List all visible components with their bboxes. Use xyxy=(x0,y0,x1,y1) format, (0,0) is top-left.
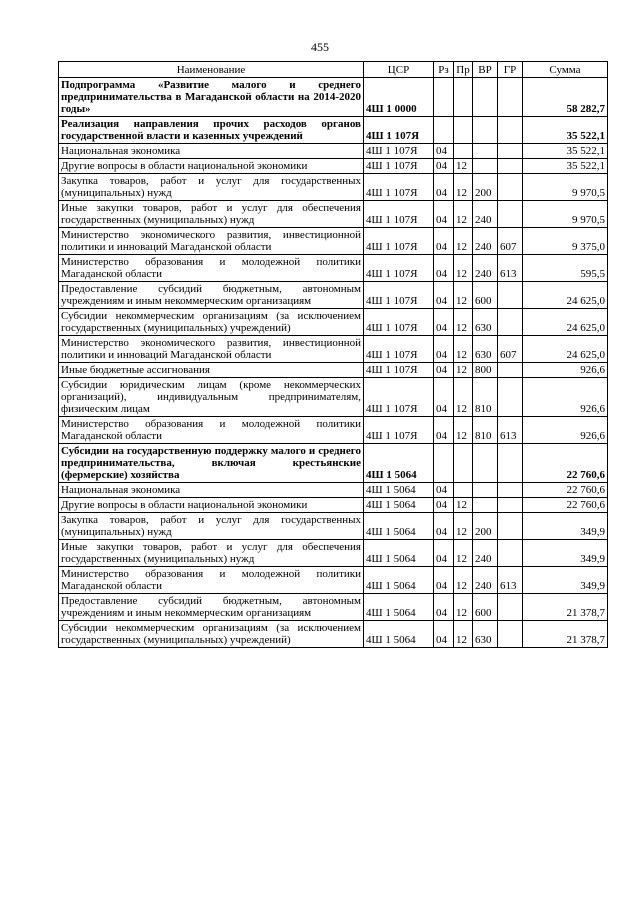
cell-gr xyxy=(498,483,523,498)
table-row xyxy=(59,513,608,540)
cell-rz: 04 xyxy=(434,336,454,363)
cell-rz: 04 xyxy=(434,567,454,594)
cell-gr: 613 xyxy=(498,255,523,282)
cell-sum: 926,6 xyxy=(523,378,608,417)
cell-name: Субсидии на государственную поддержку малого и среднего предпринимательства, включая крестьянские (фермерские) хозяйства xyxy=(59,444,364,483)
cell-rz: 04 xyxy=(434,201,454,228)
table-row xyxy=(59,498,608,513)
cell-rz xyxy=(434,444,454,483)
table-row xyxy=(59,417,608,444)
cell-name: Национальная экономика xyxy=(59,144,364,159)
cell-sum: 9 970,5 xyxy=(523,174,608,201)
cell-csr: 4Ш 1 0000 xyxy=(364,78,434,117)
cell-sum: 9 375,0 xyxy=(523,228,608,255)
cell-sum: 349,9 xyxy=(523,513,608,540)
cell-csr: 4Ш 1 107Я xyxy=(364,117,434,144)
cell-rz: 04 xyxy=(434,144,454,159)
cell-gr xyxy=(498,363,523,378)
table-header xyxy=(59,62,608,78)
table-row xyxy=(59,282,608,309)
cell-vr: 600 xyxy=(473,282,498,309)
cell-sum: 926,6 xyxy=(523,417,608,444)
header-vr: ВР xyxy=(473,62,498,78)
cell-vr: 630 xyxy=(473,336,498,363)
cell-rz: 04 xyxy=(434,540,454,567)
cell-vr: 200 xyxy=(473,174,498,201)
cell-rz: 04 xyxy=(434,378,454,417)
table-row xyxy=(59,228,608,255)
cell-csr: 4Ш 1 5064 xyxy=(364,498,434,513)
cell-pr: 12 xyxy=(454,498,473,513)
cell-sum: 21 378,7 xyxy=(523,621,608,648)
cell-vr: 600 xyxy=(473,594,498,621)
cell-pr: 12 xyxy=(454,159,473,174)
cell-rz: 04 xyxy=(434,174,454,201)
cell-pr: 12 xyxy=(454,228,473,255)
cell-sum: 24 625,0 xyxy=(523,309,608,336)
cell-pr: 12 xyxy=(454,255,473,282)
cell-name: Субсидии юридическим лицам (кроме некоммерческих организаций), индивидуальным предпринимателям, физическим лицам xyxy=(59,378,364,417)
cell-sum: 21 378,7 xyxy=(523,594,608,621)
cell-pr: 12 xyxy=(454,417,473,444)
cell-name: Реализация направления прочих расходов органов государственной власти и казенных учреждений xyxy=(59,117,364,144)
cell-vr xyxy=(473,117,498,144)
cell-vr: 630 xyxy=(473,309,498,336)
cell-csr: 4Ш 1 107Я xyxy=(364,363,434,378)
cell-gr: 607 xyxy=(498,336,523,363)
cell-pr: 12 xyxy=(454,378,473,417)
cell-gr xyxy=(498,282,523,309)
cell-gr xyxy=(498,444,523,483)
cell-vr xyxy=(473,144,498,159)
cell-gr xyxy=(498,621,523,648)
cell-csr: 4Ш 1 107Я xyxy=(364,378,434,417)
cell-rz: 04 xyxy=(434,282,454,309)
table-row xyxy=(59,159,608,174)
cell-gr xyxy=(498,513,523,540)
cell-name: Иные закупки товаров, работ и услуг для обеспечения государственных (муниципальных) нужд xyxy=(59,540,364,567)
cell-rz: 04 xyxy=(434,513,454,540)
table-row xyxy=(59,255,608,282)
cell-pr: 12 xyxy=(454,363,473,378)
cell-pr xyxy=(454,144,473,159)
cell-csr: 4Ш 1 107Я xyxy=(364,228,434,255)
table-row xyxy=(59,336,608,363)
table-row xyxy=(59,363,608,378)
cell-sum: 24 625,0 xyxy=(523,282,608,309)
header-rz: Рз xyxy=(434,62,454,78)
cell-csr: 4Ш 1 107Я xyxy=(364,282,434,309)
cell-rz xyxy=(434,78,454,117)
table-row xyxy=(59,201,608,228)
cell-vr xyxy=(473,483,498,498)
cell-pr: 12 xyxy=(454,174,473,201)
cell-pr: 12 xyxy=(454,282,473,309)
cell-sum: 9 970,5 xyxy=(523,201,608,228)
cell-sum: 349,9 xyxy=(523,540,608,567)
cell-gr xyxy=(498,159,523,174)
table-body xyxy=(59,78,608,648)
cell-name: Субсидии некоммерческим организациям (за исключением государственных (муниципальных) учреждений) xyxy=(59,309,364,336)
table-row xyxy=(59,309,608,336)
cell-sum: 22 760,6 xyxy=(523,498,608,513)
table-row xyxy=(59,378,608,417)
cell-pr: 12 xyxy=(454,540,473,567)
cell-pr xyxy=(454,117,473,144)
cell-vr: 240 xyxy=(473,255,498,282)
page-number: 455 xyxy=(311,40,329,54)
cell-pr xyxy=(454,78,473,117)
table-row xyxy=(59,567,608,594)
cell-gr xyxy=(498,117,523,144)
cell-sum: 22 760,6 xyxy=(523,444,608,483)
cell-rz: 04 xyxy=(434,228,454,255)
cell-csr: 4Ш 1 107Я xyxy=(364,255,434,282)
cell-vr xyxy=(473,498,498,513)
cell-name: Другие вопросы в области национальной экономики xyxy=(59,159,364,174)
cell-sum: 35 522,1 xyxy=(523,159,608,174)
cell-rz: 04 xyxy=(434,594,454,621)
cell-gr xyxy=(498,144,523,159)
cell-gr xyxy=(498,78,523,117)
cell-name: Министерство образования и молодежной политики Магаданской области xyxy=(59,255,364,282)
cell-csr: 4Ш 1 5064 xyxy=(364,483,434,498)
cell-gr: 613 xyxy=(498,567,523,594)
cell-name: Министерство образования и молодежной политики Магаданской области xyxy=(59,417,364,444)
cell-pr: 12 xyxy=(454,513,473,540)
cell-vr: 800 xyxy=(473,363,498,378)
cell-name: Подпрограмма «Развитие малого и среднего предпринимательства в Магаданской области на 2014-2020 годы» xyxy=(59,78,364,117)
cell-csr: 4Ш 1 5064 xyxy=(364,621,434,648)
table-row xyxy=(59,540,608,567)
cell-gr xyxy=(498,540,523,567)
table-row xyxy=(59,144,608,159)
cell-pr xyxy=(454,483,473,498)
cell-rz: 04 xyxy=(434,498,454,513)
cell-name: Министерство экономического развития, инвестиционной политики и инноваций Магаданской области xyxy=(59,228,364,255)
cell-gr xyxy=(498,201,523,228)
cell-rz: 04 xyxy=(434,363,454,378)
budget-table xyxy=(58,61,608,648)
cell-vr: 200 xyxy=(473,513,498,540)
header-pr: Пр xyxy=(454,62,473,78)
cell-csr: 4Ш 1 107Я xyxy=(364,417,434,444)
cell-pr: 12 xyxy=(454,567,473,594)
cell-vr: 240 xyxy=(473,201,498,228)
cell-vr: 240 xyxy=(473,567,498,594)
cell-csr: 4Ш 1 5064 xyxy=(364,567,434,594)
cell-sum: 35 522,1 xyxy=(523,117,608,144)
cell-rz: 04 xyxy=(434,255,454,282)
table-row xyxy=(59,78,608,117)
cell-pr: 12 xyxy=(454,309,473,336)
cell-vr: 810 xyxy=(473,417,498,444)
cell-rz: 04 xyxy=(434,417,454,444)
cell-name: Министерство образования и молодежной политики Магаданской области xyxy=(59,567,364,594)
cell-sum: 35 522,1 xyxy=(523,144,608,159)
cell-sum: 58 282,7 xyxy=(523,78,608,117)
cell-csr: 4Ш 1 107Я xyxy=(364,201,434,228)
cell-gr xyxy=(498,174,523,201)
cell-vr xyxy=(473,159,498,174)
cell-rz xyxy=(434,117,454,144)
header-row xyxy=(59,62,608,78)
cell-name: Иные бюджетные ассигнования xyxy=(59,363,364,378)
cell-csr: 4Ш 1 5064 xyxy=(364,444,434,483)
cell-gr: 607 xyxy=(498,228,523,255)
table-row xyxy=(59,594,608,621)
cell-pr xyxy=(454,444,473,483)
cell-rz: 04 xyxy=(434,621,454,648)
cell-name: Предоставление субсидий бюджетным, автономным учреждениям и иным некоммерческим организациям xyxy=(59,594,364,621)
cell-rz: 04 xyxy=(434,159,454,174)
cell-gr xyxy=(498,378,523,417)
cell-name: Иные закупки товаров, работ и услуг для обеспечения государственных (муниципальных) нужд xyxy=(59,201,364,228)
cell-vr: 810 xyxy=(473,378,498,417)
cell-pr: 12 xyxy=(454,201,473,228)
cell-vr xyxy=(473,78,498,117)
cell-sum: 926,6 xyxy=(523,363,608,378)
table-row xyxy=(59,621,608,648)
cell-csr: 4Ш 1 5064 xyxy=(364,540,434,567)
cell-vr: 240 xyxy=(473,228,498,255)
cell-csr: 4Ш 1 107Я xyxy=(364,174,434,201)
cell-gr: 613 xyxy=(498,417,523,444)
cell-sum: 595,5 xyxy=(523,255,608,282)
cell-name: Закупка товаров, работ и услуг для государственных (муниципальных) нужд xyxy=(59,513,364,540)
cell-csr: 4Ш 1 5064 xyxy=(364,594,434,621)
cell-name: Национальная экономика xyxy=(59,483,364,498)
cell-rz: 04 xyxy=(434,309,454,336)
cell-gr xyxy=(498,594,523,621)
cell-name: Субсидии некоммерческим организациям (за исключением государственных (муниципальных) учреждений) xyxy=(59,621,364,648)
cell-name: Закупка товаров, работ и услуг для государственных (муниципальных) нужд xyxy=(59,174,364,201)
cell-gr xyxy=(498,309,523,336)
cell-pr: 12 xyxy=(454,621,473,648)
cell-sum: 24 625,0 xyxy=(523,336,608,363)
cell-vr: 630 xyxy=(473,621,498,648)
header-csr: ЦСР xyxy=(364,62,434,78)
cell-csr: 4Ш 1 107Я xyxy=(364,336,434,363)
cell-pr: 12 xyxy=(454,594,473,621)
cell-gr xyxy=(498,498,523,513)
cell-vr xyxy=(473,444,498,483)
cell-rz: 04 xyxy=(434,483,454,498)
table-row xyxy=(59,174,608,201)
cell-sum: 22 760,6 xyxy=(523,483,608,498)
table-row xyxy=(59,444,608,483)
table-row xyxy=(59,117,608,144)
header-gr: ГР xyxy=(498,62,523,78)
header-name: Наименование xyxy=(59,62,364,78)
cell-name: Министерство экономического развития, инвестиционной политики и инноваций Магаданской области xyxy=(59,336,364,363)
cell-csr: 4Ш 1 5064 xyxy=(364,513,434,540)
cell-csr: 4Ш 1 107Я xyxy=(364,159,434,174)
table-row xyxy=(59,483,608,498)
cell-sum: 349,9 xyxy=(523,567,608,594)
cell-name: Другие вопросы в области национальной экономики xyxy=(59,498,364,513)
cell-name: Предоставление субсидий бюджетным, автономным учреждениям и иным некоммерческим организациям xyxy=(59,282,364,309)
cell-vr: 240 xyxy=(473,540,498,567)
cell-pr: 12 xyxy=(454,336,473,363)
header-sum: Сумма xyxy=(523,62,608,78)
cell-csr: 4Ш 1 107Я xyxy=(364,309,434,336)
cell-csr: 4Ш 1 107Я xyxy=(364,144,434,159)
